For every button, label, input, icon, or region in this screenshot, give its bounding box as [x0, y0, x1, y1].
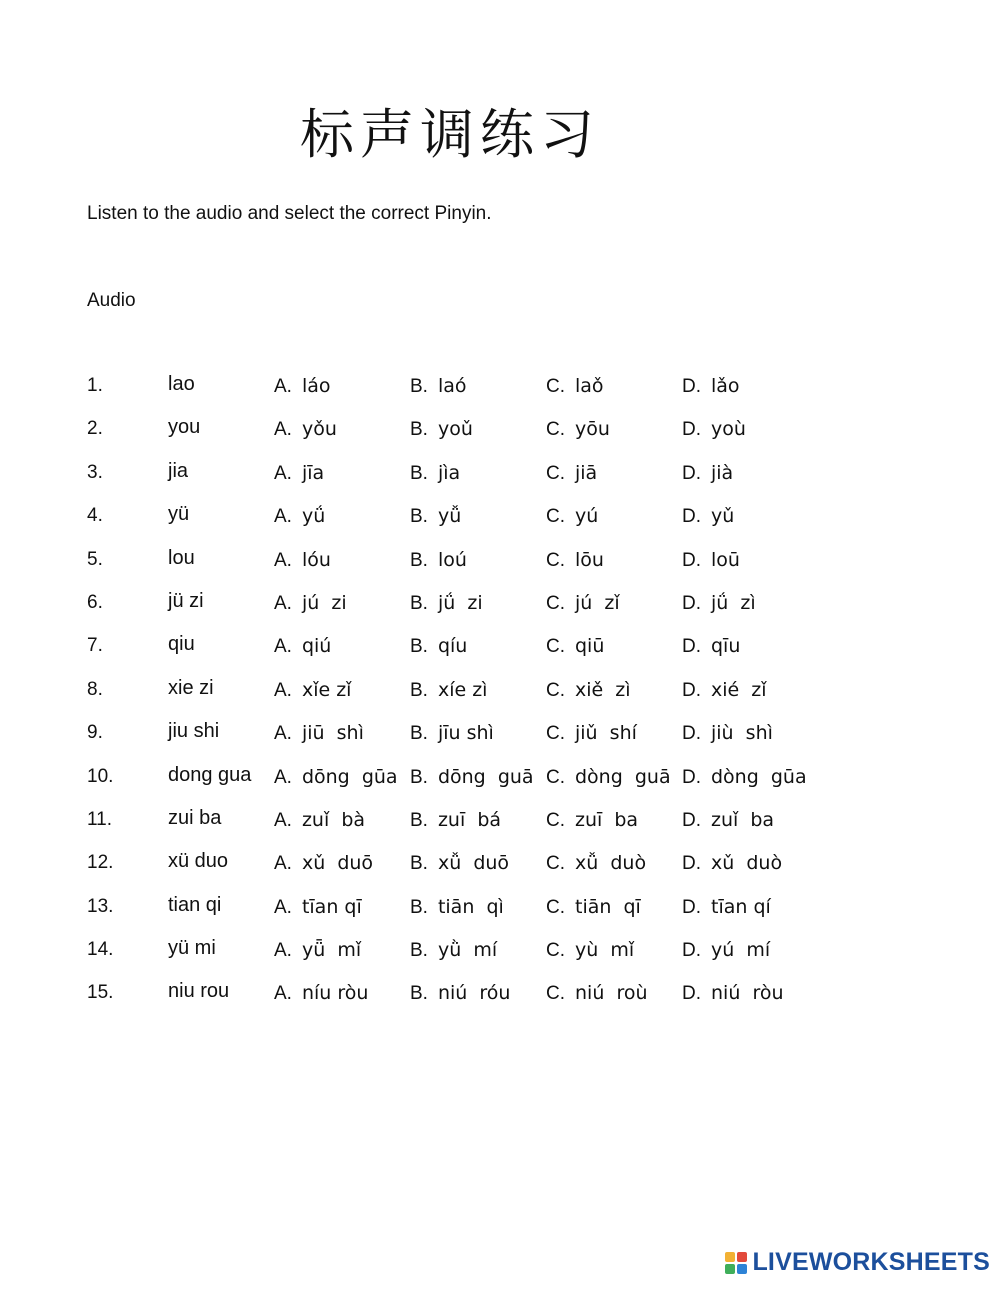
question-row	[87, 539, 847, 582]
option-pinyin: jīa	[301, 461, 325, 484]
option-letter: B.	[410, 636, 428, 658]
option-pinyin: loū	[711, 548, 740, 571]
option-pinyin: yǔ	[711, 505, 735, 528]
option-pinyin: xiě zì	[575, 678, 631, 701]
option-letter: B.	[410, 809, 428, 831]
question-word: qiu	[168, 633, 195, 656]
question-number: 8.	[87, 678, 103, 700]
answer-option[interactable]	[546, 375, 604, 398]
answer-option[interactable]	[274, 462, 324, 485]
answer-option[interactable]	[546, 896, 641, 919]
option-letter: B.	[410, 896, 428, 918]
question-number: 9.	[87, 722, 103, 744]
option-pinyin: jú zǐ	[575, 591, 620, 614]
option-letter: A.	[274, 376, 292, 397]
option-letter: A.	[274, 636, 292, 658]
option-letter: B.	[410, 376, 428, 397]
question-number: 3.	[87, 461, 103, 483]
question-word: lou	[168, 546, 195, 569]
option-letter: B.	[410, 766, 428, 788]
answer-option[interactable]	[682, 766, 807, 789]
question-word: you	[168, 416, 201, 439]
answer-option[interactable]	[682, 505, 734, 528]
question-row	[87, 408, 847, 451]
question-number: 6.	[87, 591, 103, 613]
question-row	[87, 495, 847, 538]
question-row	[87, 669, 847, 712]
option-pinyin: jiū shì	[301, 722, 364, 745]
option-pinyin: qíu	[437, 635, 468, 658]
answer-option[interactable]	[410, 549, 467, 572]
option-letter: D.	[682, 592, 701, 614]
option-pinyin: niú roù	[575, 982, 648, 1005]
option-pinyin: jiǔ shí	[575, 722, 637, 745]
question-word: jü zi	[168, 589, 204, 612]
answer-option[interactable]	[410, 375, 467, 398]
answer-option[interactable]	[274, 809, 365, 832]
answer-option[interactable]	[682, 852, 782, 875]
option-letter: C.	[546, 549, 565, 571]
option-pinyin: tiān qī	[575, 895, 641, 918]
question-word: zui ba	[168, 806, 222, 829]
option-pinyin: yǒu	[301, 418, 337, 441]
answer-option[interactable]	[410, 592, 483, 615]
answer-option[interactable]	[682, 809, 774, 832]
answer-option[interactable]	[682, 462, 733, 485]
question-number: 14.	[87, 939, 114, 961]
answer-option[interactable]	[546, 549, 604, 572]
option-letter: A.	[274, 506, 292, 528]
option-pinyin: lǎo	[711, 375, 740, 397]
question-word: lao	[168, 373, 195, 395]
option-letter: A.	[274, 592, 292, 614]
answer-option[interactable]	[410, 766, 534, 789]
option-letter: B.	[410, 983, 428, 1005]
answer-option[interactable]	[274, 982, 368, 1005]
option-pinyin: jīu shì	[437, 722, 494, 745]
option-letter: D.	[682, 549, 701, 571]
option-letter: D.	[682, 766, 701, 788]
option-pinyin: dōng guā	[437, 765, 534, 788]
option-pinyin: yōu	[575, 418, 610, 441]
answer-option[interactable]	[546, 592, 620, 615]
option-letter: A.	[274, 766, 292, 788]
option-letter: D.	[682, 506, 701, 528]
logo-square	[725, 1264, 735, 1274]
option-letter: C.	[546, 983, 565, 1005]
option-letter: A.	[274, 896, 292, 918]
answer-option[interactable]	[682, 635, 740, 658]
option-letter: B.	[410, 679, 428, 701]
option-pinyin: niú ròu	[711, 982, 784, 1005]
option-letter: B.	[410, 419, 428, 441]
option-letter: D.	[682, 419, 701, 441]
option-pinyin: zuī ba	[575, 808, 639, 831]
question-row	[87, 799, 847, 842]
option-letter: C.	[546, 636, 565, 658]
option-letter: D.	[682, 462, 701, 484]
answer-option[interactable]	[682, 549, 740, 572]
logo-square	[737, 1252, 747, 1262]
option-pinyin: qīu	[711, 635, 741, 658]
question-row	[87, 929, 847, 972]
answer-option[interactable]	[682, 896, 771, 919]
option-pinyin: tīan qī	[301, 895, 362, 918]
option-pinyin: yù mǐ	[575, 939, 635, 962]
answer-option[interactable]	[410, 418, 473, 441]
answer-option[interactable]	[682, 722, 773, 745]
option-pinyin: xǚ duō	[437, 852, 510, 875]
instruction-text: Listen to the audio and select the correct Pinyin.	[87, 203, 492, 224]
option-pinyin: xǐe zǐ	[301, 678, 352, 701]
option-letter: C.	[546, 853, 565, 875]
question-word: dong gua	[168, 763, 252, 786]
option-pinyin: xǔ duō	[301, 852, 374, 875]
option-pinyin: jiā	[575, 461, 598, 484]
question-number: 7.	[87, 635, 103, 657]
answer-option[interactable]	[410, 896, 504, 919]
option-pinyin: xǔ duò	[711, 852, 783, 875]
answer-option[interactable]	[546, 722, 637, 745]
option-letter: C.	[546, 592, 565, 614]
question-row	[87, 452, 847, 495]
answer-option[interactable]	[546, 809, 638, 832]
logo-square	[737, 1264, 747, 1274]
question-number: 11.	[87, 808, 113, 830]
answer-option[interactable]	[546, 939, 634, 962]
question-word: xie zi	[168, 676, 214, 699]
option-pinyin: zuǐ ba	[711, 808, 775, 831]
option-letter: D.	[682, 809, 701, 831]
question-row	[87, 886, 847, 929]
option-pinyin: dòng guā	[575, 765, 671, 788]
answer-option[interactable]	[546, 462, 597, 485]
question-row	[87, 712, 847, 755]
option-letter: C.	[546, 809, 565, 831]
answer-option[interactable]	[274, 549, 331, 572]
option-letter: D.	[682, 636, 701, 658]
answer-option[interactable]	[410, 852, 509, 875]
option-pinyin: niú róu	[437, 982, 511, 1005]
option-letter: D.	[682, 896, 701, 918]
answer-option[interactable]	[682, 592, 756, 615]
option-letter: C.	[546, 679, 565, 701]
option-pinyin: yǖ mǐ	[301, 939, 362, 962]
answer-option[interactable]	[546, 418, 610, 441]
question-number: 12.	[87, 852, 114, 874]
question-row	[87, 582, 847, 625]
option-pinyin: qiū	[575, 635, 605, 658]
question-word: jia	[168, 459, 189, 482]
option-letter: A.	[274, 419, 292, 441]
option-pinyin: yoǔ	[437, 418, 473, 441]
option-pinyin: zuī bá	[437, 808, 502, 831]
answer-option[interactable]	[410, 635, 467, 658]
answer-option[interactable]	[410, 505, 461, 528]
page-title: 标声调练习	[300, 103, 600, 166]
option-pinyin: jià	[711, 461, 734, 484]
option-pinyin: yǚ	[437, 505, 462, 528]
option-letter: C.	[546, 766, 565, 788]
option-pinyin: jǘ zi	[437, 591, 483, 614]
answer-option[interactable]	[274, 679, 351, 702]
answer-option[interactable]	[410, 722, 494, 745]
answer-option[interactable]	[274, 896, 362, 919]
question-number: 10.	[87, 765, 114, 787]
answer-option[interactable]	[274, 505, 325, 528]
option-pinyin: yǘ	[301, 505, 326, 528]
answer-option[interactable]	[410, 462, 460, 485]
option-pinyin: dōng gūa	[301, 765, 398, 788]
option-letter: D.	[682, 723, 701, 745]
option-letter: B.	[410, 592, 428, 614]
option-pinyin: jìa	[437, 461, 461, 484]
question-number: 2.	[87, 418, 103, 440]
option-pinyin: zuǐ bà	[301, 808, 366, 831]
option-pinyin: laó	[437, 375, 467, 397]
option-letter: A.	[274, 462, 292, 484]
option-letter: C.	[546, 376, 565, 397]
question-word: xü duo	[168, 850, 229, 873]
option-pinyin: láo	[301, 375, 331, 397]
option-letter: A.	[274, 549, 292, 571]
answer-option[interactable]	[274, 722, 364, 745]
logo-square	[725, 1252, 735, 1262]
option-pinyin: yoù	[711, 418, 746, 441]
question-word: yü	[168, 503, 190, 526]
option-pinyin: lóu	[301, 548, 331, 571]
option-letter: B.	[410, 723, 428, 745]
question-row	[87, 625, 847, 668]
option-letter: B.	[410, 853, 428, 875]
answer-option[interactable]	[410, 809, 501, 832]
question-row	[87, 365, 847, 408]
answer-option[interactable]	[274, 375, 331, 398]
option-pinyin: qiú	[301, 635, 332, 658]
question-row	[87, 842, 847, 885]
option-pinyin: jú zi	[301, 591, 347, 614]
question-number: 4.	[87, 505, 103, 527]
question-number: 15.	[87, 982, 114, 1004]
option-pinyin: laǒ	[575, 375, 604, 397]
question-word: jiu shi	[168, 720, 220, 743]
liveworksheets-logo-icon	[725, 1252, 747, 1274]
answer-option[interactable]	[274, 766, 398, 789]
option-pinyin: yú mí	[711, 939, 771, 962]
question-list	[87, 365, 847, 1016]
option-letter: B.	[410, 462, 428, 484]
question-number: 1.	[87, 375, 103, 396]
option-letter: A.	[274, 809, 292, 831]
answer-option[interactable]	[682, 982, 784, 1005]
option-pinyin: tiān qì	[437, 895, 504, 918]
option-letter: B.	[410, 506, 428, 528]
answer-option[interactable]	[546, 505, 598, 528]
answer-option[interactable]	[410, 939, 497, 962]
question-row	[87, 756, 847, 799]
answer-option[interactable]	[546, 635, 604, 658]
option-letter: D.	[682, 376, 701, 397]
option-letter: D.	[682, 853, 701, 875]
liveworksheets-logo	[725, 1248, 990, 1277]
option-letter: A.	[274, 853, 292, 875]
question-number: 13.	[87, 895, 114, 917]
option-letter: A.	[274, 723, 292, 745]
answer-option[interactable]	[546, 679, 631, 702]
logo-text: LIVEWORKSHEETS	[752, 1248, 990, 1276]
option-pinyin: xǚ duò	[575, 852, 647, 875]
option-letter: C.	[546, 506, 565, 528]
audio-label[interactable]: Audio	[87, 290, 136, 311]
option-letter: A.	[274, 983, 292, 1005]
option-letter: A.	[274, 679, 292, 701]
option-pinyin: jiù shì	[711, 722, 773, 745]
answer-option[interactable]	[410, 982, 510, 1005]
option-letter: D.	[682, 940, 701, 962]
option-pinyin: xié zǐ	[711, 678, 767, 701]
question-word: niu rou	[168, 980, 230, 1003]
answer-option[interactable]	[546, 766, 671, 789]
option-letter: D.	[682, 679, 701, 701]
answer-option[interactable]	[682, 939, 770, 962]
answer-option[interactable]	[410, 679, 487, 702]
option-pinyin: yǜ mí	[437, 939, 498, 962]
answer-option[interactable]	[546, 982, 648, 1005]
answer-option[interactable]	[274, 418, 337, 441]
option-letter: C.	[546, 896, 565, 918]
option-letter: C.	[546, 723, 565, 745]
answer-option[interactable]	[546, 852, 646, 875]
option-pinyin: tīan qí	[711, 895, 771, 918]
answer-option[interactable]	[274, 852, 373, 875]
option-letter: B.	[410, 940, 428, 962]
option-pinyin: jǘ zì	[711, 591, 756, 614]
option-letter: C.	[546, 462, 565, 484]
answer-option[interactable]	[274, 592, 347, 615]
question-row	[87, 972, 847, 1015]
question-word: yü mi	[168, 937, 216, 960]
option-letter: D.	[682, 983, 701, 1005]
option-pinyin: dòng gūa	[711, 765, 807, 788]
option-pinyin: xíe zì	[437, 678, 488, 701]
answer-option[interactable]	[274, 635, 331, 658]
option-pinyin: yú	[575, 505, 599, 528]
option-letter: A.	[274, 940, 292, 962]
answer-option[interactable]	[682, 679, 767, 702]
option-pinyin: níu ròu	[301, 982, 369, 1005]
answer-option[interactable]	[682, 418, 746, 441]
option-pinyin: loú	[437, 548, 467, 571]
option-letter: B.	[410, 549, 428, 571]
question-word: tian qi	[168, 893, 222, 916]
option-letter: C.	[546, 419, 565, 441]
option-pinyin: lōu	[575, 548, 604, 571]
answer-option[interactable]	[682, 375, 740, 398]
answer-option[interactable]	[274, 939, 361, 962]
question-number: 5.	[87, 548, 103, 570]
option-letter: C.	[546, 940, 565, 962]
